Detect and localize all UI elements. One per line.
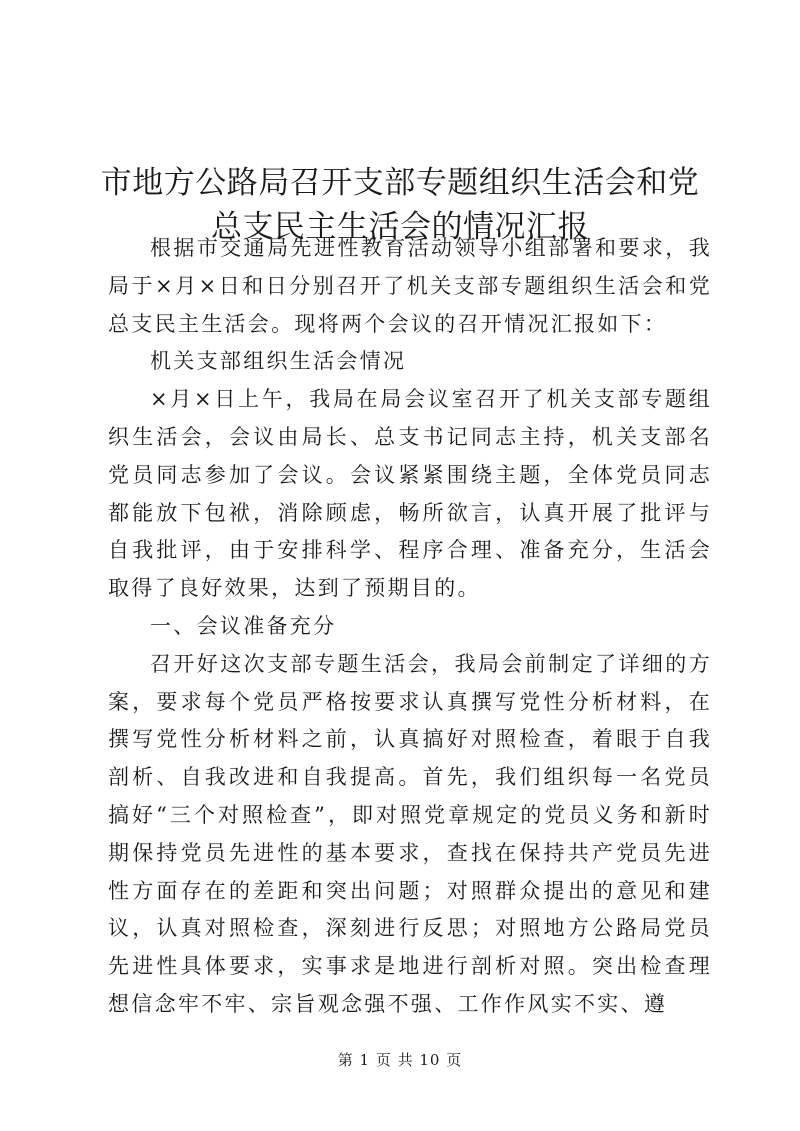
paragraph-intro: 根据市交通局先进性教育活动领导小组部署和要求，我局于×月×日和日分别召开了机关支部专题组织生活会和党总支民主生活会。现将两个会议的召开情况汇报如下： bbox=[108, 236, 712, 336]
paragraph-preparation-details: 召开好这次支部专题生活会，我局会前制定了详细的方案，要求每个党员严格按要求认真撰写党性分析材料，在撰写党性分析材料之前，认真搞好对照检查，着眼于自我剖析、自我改进和自我提高。首先，我们组织每一名党员搞好“三个对照检查”，即对照党章规定的党员义务和新时期保持党员先进性的基本要求，查找在保持共产党员先进性方面存在的差距和突出问题；对照群众提出的意见和建议，认真对照检查，深刻进行反思；对照地方公路局党员先进性具体要求，实事求是地进行剖析对照。突出检查理想信念牢不牢、宗旨观念强不强、工作作风实不实、遵 bbox=[108, 651, 712, 1016]
page-footer: 第 1 页 共 10 页 bbox=[337, 1051, 463, 1069]
section-heading-preparation: 一、会议准备充分 bbox=[150, 613, 337, 638]
section-heading-branch-meeting: 机关支部组织生活会情况 bbox=[150, 349, 407, 374]
paragraph-meeting-summary: ×月×日上午，我局在局会议室召开了机关支部专题组织生活会，会议由局长、总支书记同志主持，机关支部名党员同志参加了会议。会议紧紧围绕主题，全体党员同志都能放下包袱，消除顾虑，畅所欲言，认真开展了批评与自我批评，由于安排科学、程序合理、准备充分，生活会取得了良好效果，达到了预期目的。 bbox=[108, 387, 712, 601]
document-title: 市地方公路局召开支部专题组织生活会和党总支民主生活会的情况汇报 bbox=[100, 164, 700, 245]
document-body bbox=[108, 230, 712, 1024]
